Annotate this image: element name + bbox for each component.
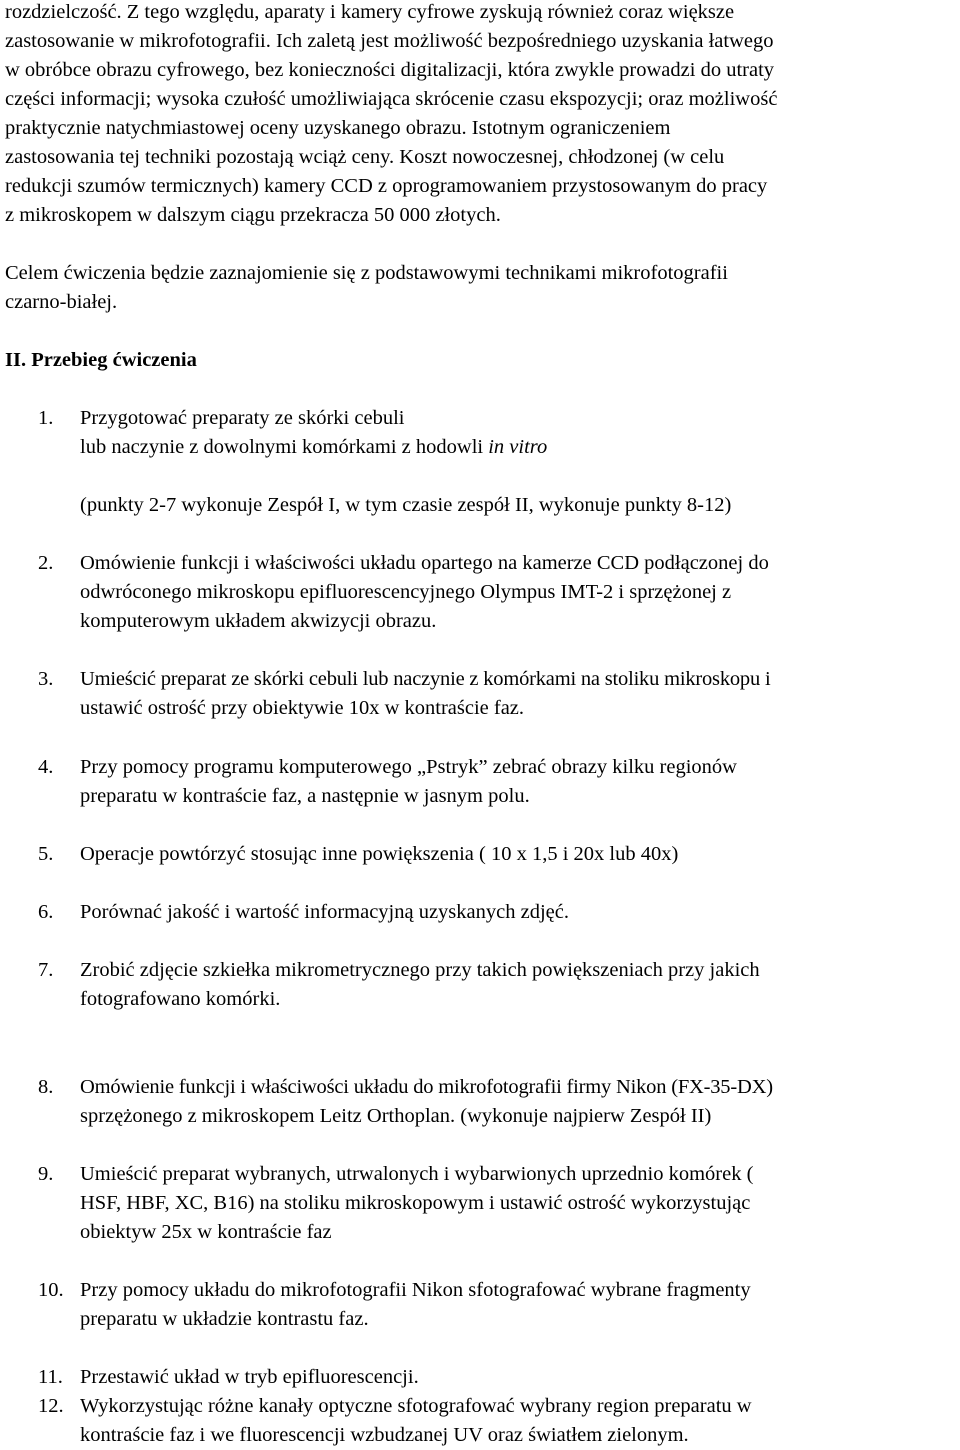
step-line: komputerowym układem akwizycji obrazu. (80, 610, 437, 632)
step-line: Przestawić układ w tryb epifluorescencji. (80, 1366, 419, 1388)
intro-line: praktycznie natychmiastowej oceny uzyskanego obrazu. Istotnym ograniczeniem (5, 117, 671, 139)
step-line-italic: in vitro (488, 436, 548, 458)
step-line: odwróconego mikroskopu epifluorescencyjnego Olympus IMT-2 i sprzężonej z (80, 581, 732, 603)
intro-line: z mikroskopem w dalszym ciągu przekracza 50 000 złotych. (5, 204, 501, 226)
goal-line: Celem ćwiczenia będzie zaznajomienie się z podstawowymi technikami mikrofotografii (5, 262, 728, 284)
step-line: Operacje powtórzyć stosując inne powiększenia ( 10 x 1,5 i 20x lub 40x) (80, 843, 679, 865)
team-note: (punkty 2-7 wykonuje Zespół I, w tym czasie zespół II, wykonuje punkty 8-12) (80, 494, 732, 516)
step-line: kontraście faz i we fluorescencji wzbudzanej UV oraz światłem zielonym. (80, 1424, 689, 1446)
step-number: 7. (38, 959, 54, 981)
step-line: HSF, HBF, XC, B16) na stoliku mikroskopowym i ustawić ostrość wykorzystując (80, 1192, 751, 1214)
intro-line: w obróbce obrazu cyfrowego, bez konieczności digitalizacji, która zwykle prowadzi do utraty (5, 59, 775, 81)
step-line: preparatu w kontraście faz, a następnie w jasnym polu. (80, 785, 530, 807)
step-line: Umieścić preparat wybranych, utrwalonych i wybarwionych uprzednio komórek ( (80, 1163, 754, 1185)
intro-line: zastosowania tej techniki pozostają wciąż ceny. Koszt nowoczesnej, chłodzonej (w celu (5, 146, 725, 168)
step-line: Zrobić zdjęcie szkiełka mikrometrycznego przy takich powiększeniach przy jakich (80, 959, 760, 981)
step-number: 2. (38, 552, 54, 574)
step-number: 10. (38, 1279, 64, 1301)
step-line: Porównać jakość i wartość informacyjną uzyskanych zdjęć. (80, 901, 569, 923)
step-line: Wykorzystując różne kanały optyczne sfotografować wybrany region preparatu w (80, 1395, 752, 1417)
step-line: ustawić ostrość przy obiektywie 10x w kontraście faz. (80, 697, 525, 719)
step-number: 6. (38, 901, 54, 923)
step-number: 4. (38, 756, 54, 778)
step-number: 3. (38, 668, 54, 690)
intro-line: redukcji szumów termicznych) kamery CCD z oprogramowaniem przystosowanym do pracy (5, 175, 768, 197)
section-heading: II. Przebieg ćwiczenia (5, 349, 197, 371)
step-line: Omówienie funkcji i właściwości układu do mikrofotografii firmy Nikon (FX-35-DX) (80, 1076, 773, 1098)
step-number: 5. (38, 843, 54, 865)
step-number: 12. (38, 1395, 64, 1417)
goal-line: czarno-białej. (5, 291, 118, 313)
step-line (80, 435, 547, 459)
intro-line: rozdzielczość. Z tego względu, aparaty i kamery cyfrowe zyskują również coraz większe (5, 1, 735, 23)
step-line: obiektyw 25x w kontraście faz (80, 1221, 332, 1243)
step-line: Przy pomocy układu do mikrofotografii Nikon sfotografować wybrane fragmenty (80, 1279, 751, 1301)
step-number: 8. (38, 1076, 54, 1098)
step-line: Umieścić preparat ze skórki cebuli lub naczynie z komórkami na stoliku mikroskopu i (80, 668, 771, 690)
step-number: 9. (38, 1163, 54, 1185)
step-number: 11. (38, 1366, 63, 1388)
intro-line: zastosowanie w mikrofotografii. Ich zaletą jest możliwość bezpośredniego uzyskania łatwego (5, 30, 774, 52)
step-line-text: lub naczynie z dowolnymi komórkami z hodowli (80, 436, 489, 458)
step-line: Omówienie funkcji i właściwości układu opartego na kamerze CCD podłączonej do (80, 552, 769, 574)
step-line: sprzężonego z mikroskopem Leitz Orthoplan. (wykonuje najpierw Zespół II) (80, 1105, 712, 1127)
step-line: Przy pomocy programu komputerowego „Pstryk” zebrać obrazy kilku regionów (80, 756, 737, 778)
step-number: 1. (38, 407, 54, 429)
step-line: preparatu w układzie kontrastu faz. (80, 1308, 369, 1330)
step-line: fotografowano komórki. (80, 988, 281, 1010)
step-line: Przygotować preparaty ze skórki cebuli (80, 407, 405, 429)
intro-line: części informacji; wysoka czułość umożliwiająca skrócenie czasu ekspozycji; oraz możliwość (5, 88, 778, 110)
